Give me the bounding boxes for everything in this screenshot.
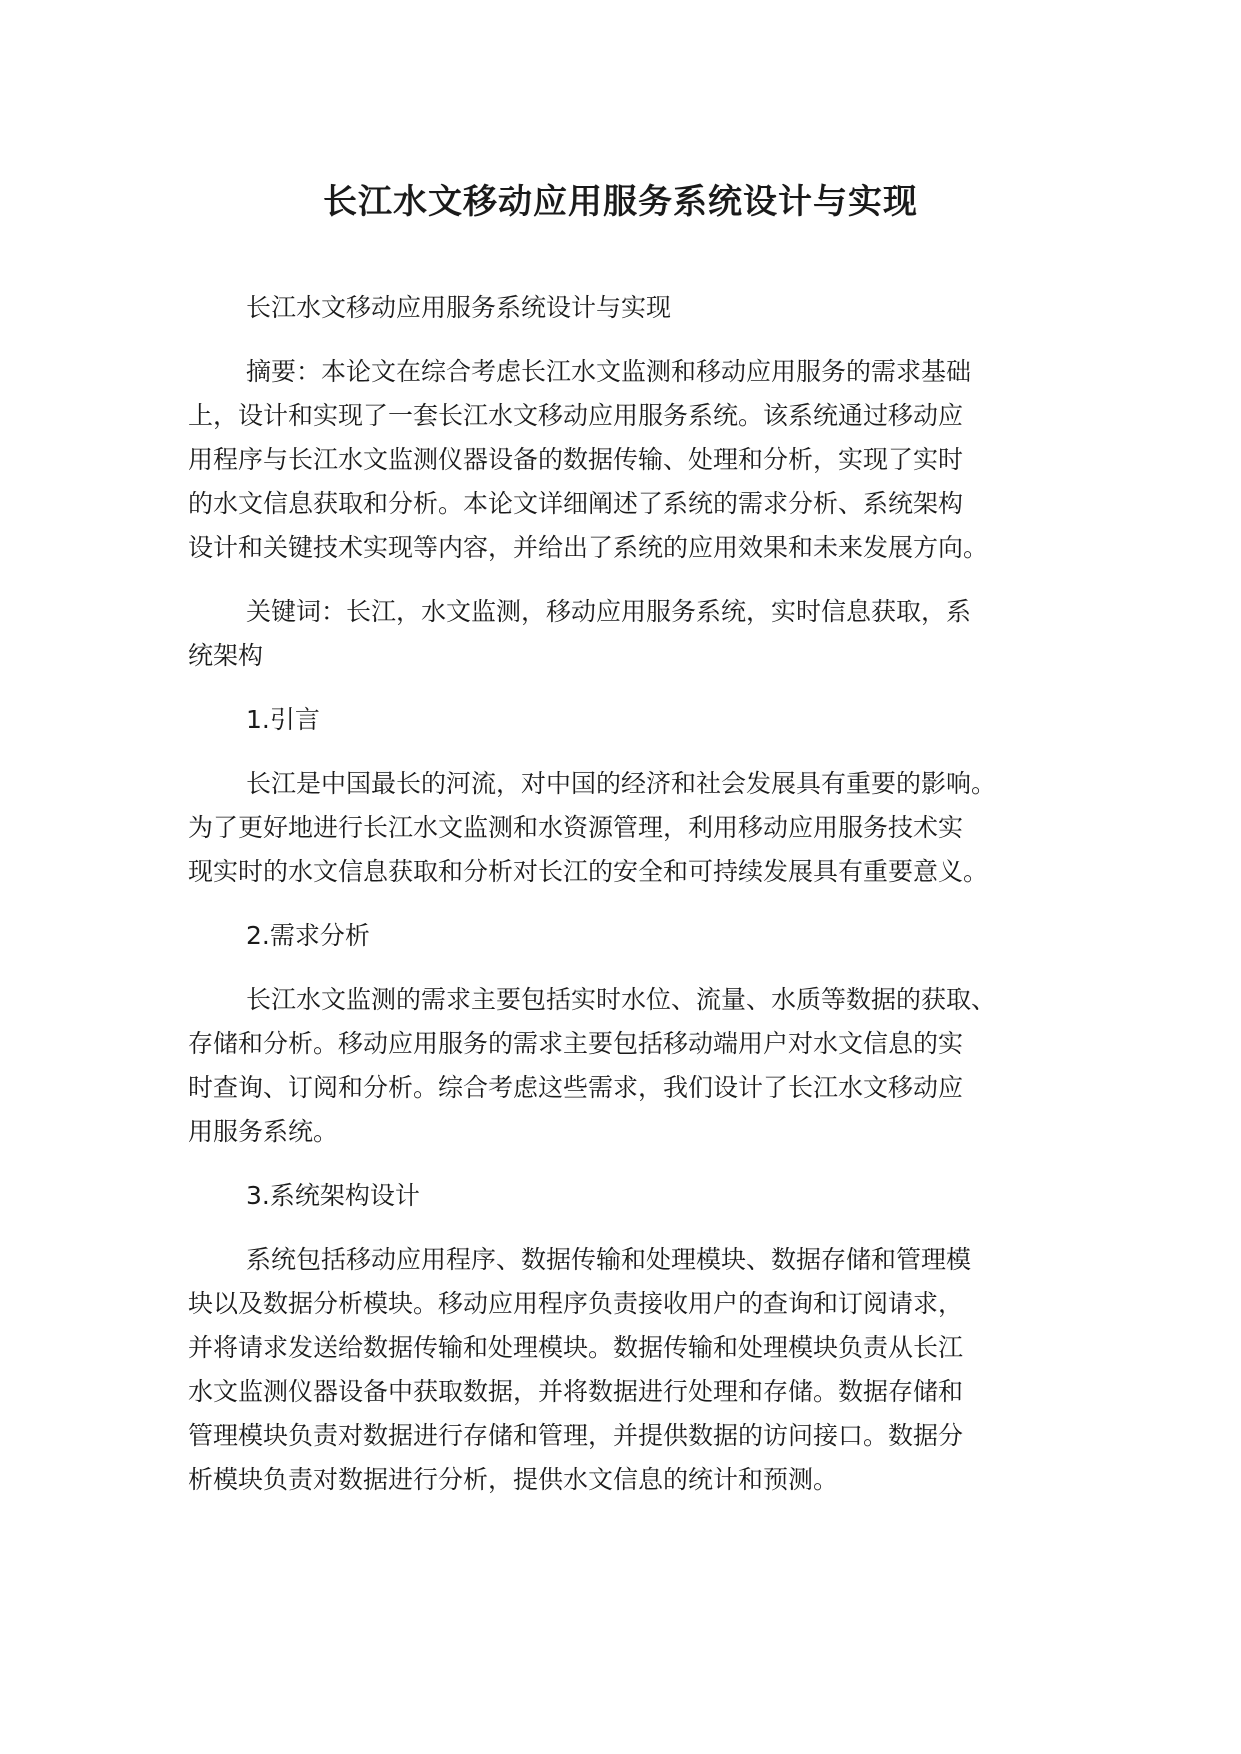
requirements-line: 时查询、订阅和分析。综合考虑这些需求，我们设计了长江水文移动应 — [188, 1073, 964, 1102]
document-title: 长江水文移动应用服务系统设计与实现 — [323, 182, 918, 222]
architecture-line: 析模块负责对数据进行分析，提供水文信息的统计和预测。 — [188, 1465, 839, 1494]
abstract-line: 摘要：本论文在综合考虑长江水文监测和移动应用服务的需求基础 — [246, 357, 972, 386]
keywords-line: 关键词：长江，水文监测，移动应用服务系统，实时信息获取，系 — [246, 597, 972, 626]
requirements-line: 长江水文监测的需求主要包括实时水位、流量、水质等数据的获取、 — [246, 985, 997, 1014]
architecture-line: 管理模块负责对数据进行存储和管理，并提供数据的访问接口。数据分 — [188, 1421, 964, 1450]
section-heading-introduction: 1.引言 — [246, 705, 320, 734]
section-heading-requirements: 2.需求分析 — [246, 921, 370, 950]
introduction-line: 长江是中国最长的河流，对中国的经济和社会发展具有重要的影响。 — [246, 769, 997, 798]
abstract-line: 用程序与长江水文监测仪器设备的数据传输、处理和分析，实现了实时 — [188, 445, 964, 474]
introduction-line: 为了更好地进行长江水文监测和水资源管理，利用移动应用服务技术实 — [188, 813, 964, 842]
section-heading-architecture: 3.系统架构设计 — [246, 1181, 420, 1210]
keywords-line: 统架构 — [188, 641, 264, 670]
requirements-line: 用服务系统。 — [188, 1117, 339, 1146]
architecture-line: 并将请求发送给数据传输和处理模块。数据传输和处理模块负责从长江 — [188, 1333, 964, 1362]
subtitle-line: 长江水文移动应用服务系统设计与实现 — [246, 293, 672, 322]
architecture-line: 水文监测仪器设备中获取数据，并将数据进行处理和存储。数据存储和 — [188, 1377, 964, 1406]
abstract-line: 设计和关键技术实现等内容，并给出了系统的应用效果和未来发展方向。 — [188, 533, 989, 562]
architecture-line: 系统包括移动应用程序、数据传输和处理模块、数据存储和管理模 — [246, 1245, 972, 1274]
architecture-line: 块以及数据分析模块。移动应用程序负责接收用户的查询和订阅请求， — [188, 1289, 964, 1318]
requirements-line: 存储和分析。移动应用服务的需求主要包括移动端用户对水文信息的实 — [188, 1029, 964, 1058]
introduction-line: 现实时的水文信息获取和分析对长江的安全和可持续发展具有重要意义。 — [188, 857, 989, 886]
abstract-line: 的水文信息获取和分析。本论文详细阐述了系统的需求分析、系统架构 — [188, 489, 964, 518]
abstract-line: 上，设计和实现了一套长江水文移动应用服务系统。该系统通过移动应 — [188, 401, 964, 430]
